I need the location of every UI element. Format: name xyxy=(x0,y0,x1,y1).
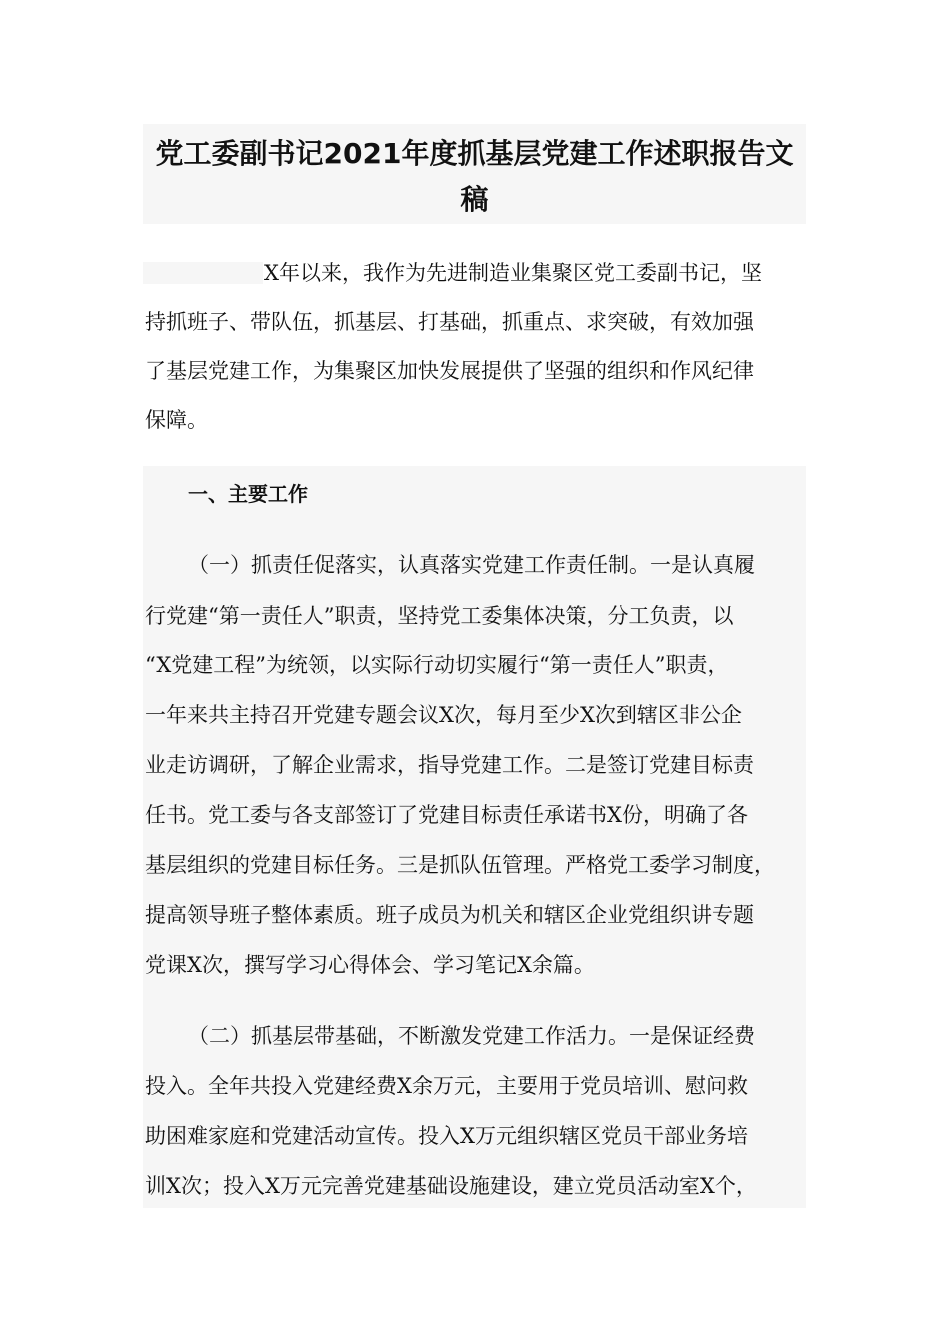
para2-line-4: 训X次；投入X万元完善党建基础设施建设，建立党员活动室X个， xyxy=(145,1174,757,1198)
para2-line-3: 助困难家庭和党建活动宣传。投入X万元组织辖区党员干部业务培 xyxy=(145,1124,748,1148)
intro-line-1: X年以来，我作为先进制造业集聚区党工委副书记，坚 xyxy=(264,261,762,285)
section-heading-main-work: 一、主要工作 xyxy=(188,482,308,506)
para1-line-5: 业走访调研，了解企业需求，指导党建工作。二是签订党建目标责 xyxy=(145,753,754,777)
title-block xyxy=(143,124,806,224)
intro-line-2: 持抓班子、带队伍，抓基层、打基础，抓重点、求突破，有效加强 xyxy=(145,310,754,334)
para1-line-2: 行党建“第一责任人”职责，坚持党工委集体决策，分工负责，以 xyxy=(145,604,734,628)
para1-line-4: 一年来共主持召开党建专题会议X次，每月至少X次到辖区非公企 xyxy=(145,703,742,727)
para1-line-7: 基层组织的党建目标任务。三是抓队伍管理。严格党工委学习制度， xyxy=(145,853,775,877)
document-title-line-2: 稿 xyxy=(460,183,489,216)
para2-line-1: （二）抓基层带基础，不断激发党建工作活力。一是保证经费 xyxy=(188,1024,755,1048)
para1-line-8: 提高领导班子整体素质。班子成员为机关和辖区企业党组织讲专题 xyxy=(145,903,754,927)
intro-line-4: 保障。 xyxy=(145,408,208,432)
para2-line-2: 投入。全年共投入党建经费X余万元，主要用于党员培训、慰问救 xyxy=(145,1074,748,1098)
intro-line-3: 了基层党建工作，为集聚区加快发展提供了坚强的组织和作风纪律 xyxy=(145,359,754,383)
indent-highlight xyxy=(143,262,263,284)
para1-line-6: 任书。党工委与各支部签订了党建目标责任承诺书X份，明确了各 xyxy=(145,803,748,827)
para1-line-9: 党课X次，撰写学习心得体会、学习笔记X余篇。 xyxy=(145,953,595,977)
para1-line-1: （一）抓责任促落实，认真落实党建工作责任制。一是认真履 xyxy=(188,553,755,577)
document-title-line-1: 党工委副书记2021年度抓基层党建工作述职报告文 xyxy=(155,137,794,170)
para1-line-3: “X党建工程”为统领，以实际行动切实履行“第一责任人”职责， xyxy=(145,653,729,677)
